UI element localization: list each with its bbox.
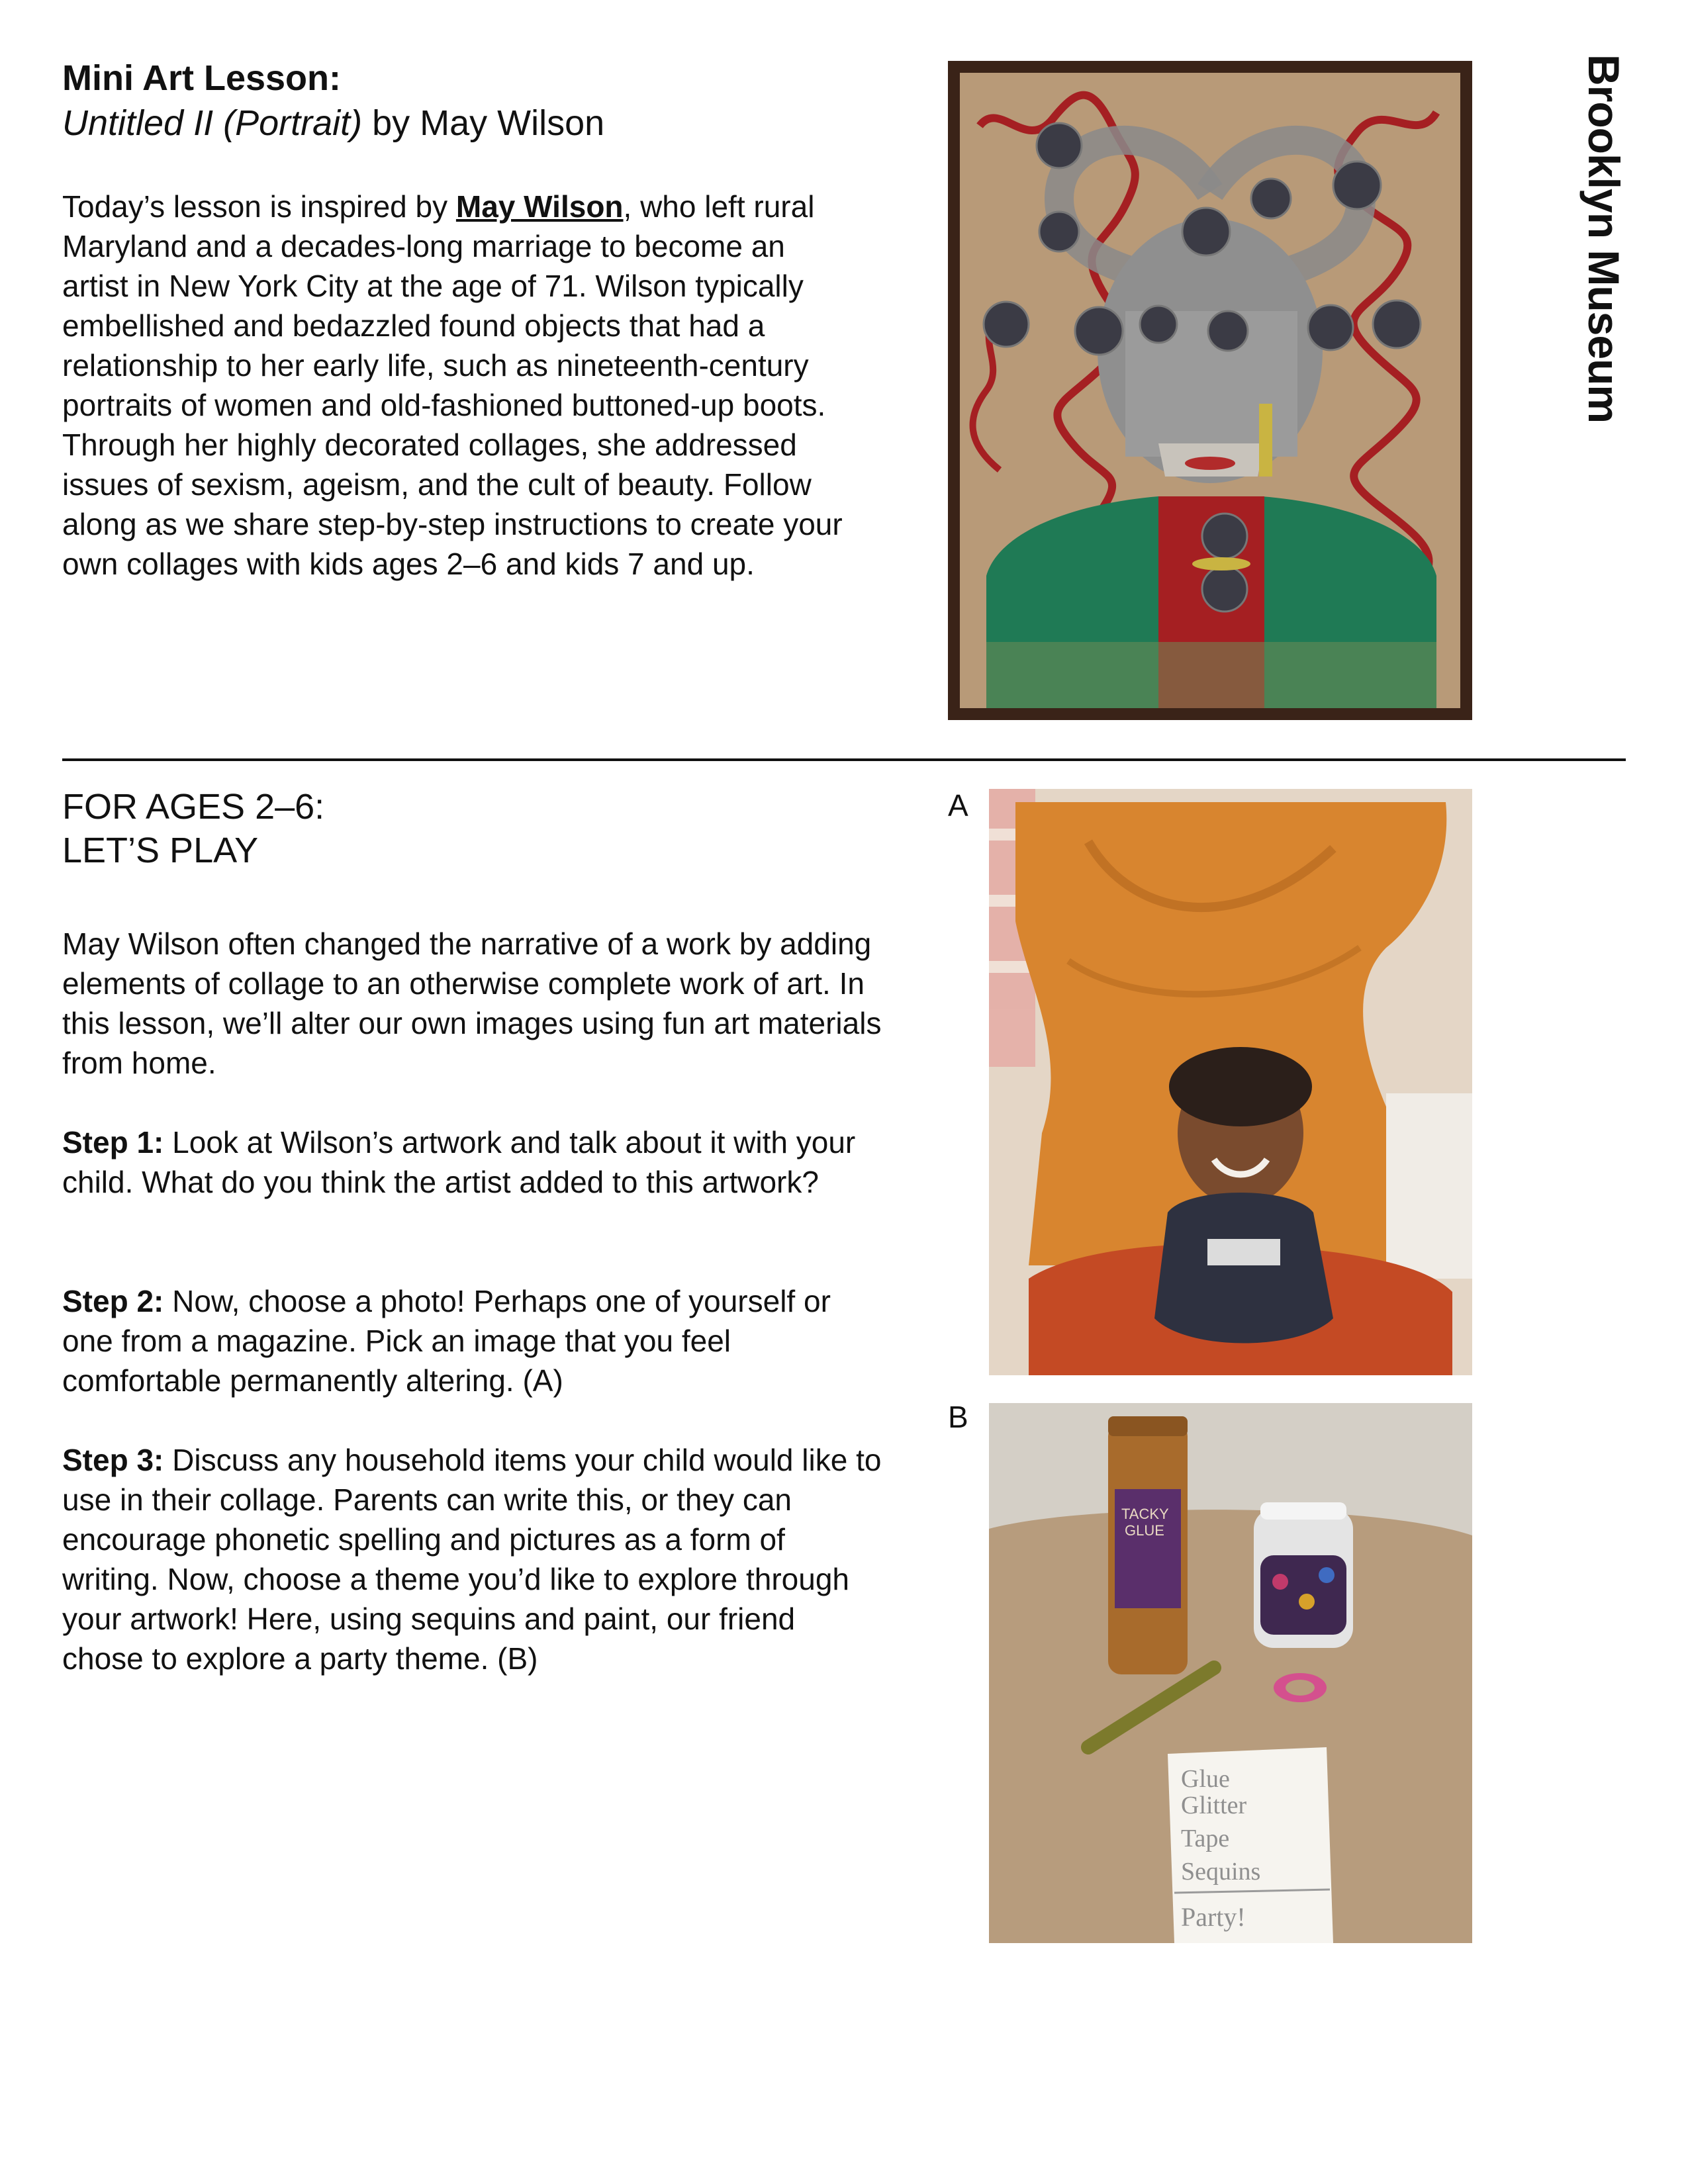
artwork-name: Untitled II (Portrait) xyxy=(62,103,363,143)
step-label: Step 1: xyxy=(62,1125,164,1160)
step-text: Discuss any household items your child would like to use in their collage. Parents can write this, or they can encourage phonetic spelling and pictures as a form of writing. Now, choose a theme you’d like to explore through your artwork! Here, using sequins and paint, our friend chose to explore a party theme. (B) xyxy=(62,1443,882,1676)
note-line-1: Glue xyxy=(1181,1765,1230,1793)
step-label: Step 3: xyxy=(62,1443,164,1477)
artist-byline: by May Wilson xyxy=(362,103,605,143)
glue-label-line1: TACKY xyxy=(1121,1506,1169,1522)
intro-text-end: , who left rural Maryland and a decades-long marriage to become an artist in New York City at the age of 71. Wilson typically embellished and bedazzled found objects that had a relationship to her early life, such as nineteenth-century portraits of women and old-fashioned buttoned-up boots. Through her highly decorated collages, she addressed issues of sexism, ageism, and the cult of beauty. Follow along as we share step-by-step instructions to create your own collages with kids ages 2–6 and kids 7 and up. xyxy=(62,189,843,581)
figure-label-a: A xyxy=(948,788,968,823)
artwork-illustration xyxy=(960,73,1460,708)
step-text: Now, choose a photo! Perhaps one of yourself or one from a magazine. Pick an image that you feel comfortable permanently altering. (A) xyxy=(62,1284,831,1398)
section-heading-line1: FOR AGES 2–6: xyxy=(62,787,325,827)
artwork-board xyxy=(960,73,1460,708)
intro-text-start: Today’s lesson is inspired by xyxy=(62,189,456,224)
step-text: Look at Wilson’s artwork and talk about it with your child. What do you think the artist added to this artwork? xyxy=(62,1125,856,1199)
brand-logo xyxy=(1581,54,1627,504)
note-line-4: Sequins xyxy=(1181,1858,1261,1886)
lesson-title: Mini Art Lesson: xyxy=(62,58,342,98)
figure-label-b: B xyxy=(948,1400,968,1434)
brand-name: Brooklyn Museum xyxy=(1579,54,1628,424)
intro-paragraph xyxy=(62,187,857,584)
step-3 xyxy=(62,1440,883,1678)
note-line-2: Glitter xyxy=(1181,1792,1247,1819)
glue-label-line2: GLUE xyxy=(1125,1522,1164,1539)
section-intro-paragraph: May Wilson often changed the narrative of a work by adding elements of collage to an otherwise complete work of art. In this lesson, we’ll alter our own images using fun art materials from home. xyxy=(62,927,882,1080)
section-divider xyxy=(62,758,1626,761)
section-heading-line2: LET’S PLAY xyxy=(62,831,259,870)
note-line-3: Tape xyxy=(1181,1825,1230,1852)
photo-b-materials xyxy=(989,1403,1472,1943)
photo-a-child xyxy=(989,789,1472,1375)
step-label: Step 2: xyxy=(62,1284,164,1318)
artwork-image xyxy=(948,61,1472,720)
artwork-title xyxy=(62,102,604,144)
artist-link[interactable]: May Wilson xyxy=(455,189,624,224)
photo-a-illustration xyxy=(989,789,1472,1375)
step-1 xyxy=(62,1122,883,1202)
section-heading xyxy=(62,785,324,872)
step-2 xyxy=(62,1281,883,1400)
photo-b-illustration xyxy=(989,1403,1472,1943)
note-theme: Party! xyxy=(1181,1902,1246,1932)
